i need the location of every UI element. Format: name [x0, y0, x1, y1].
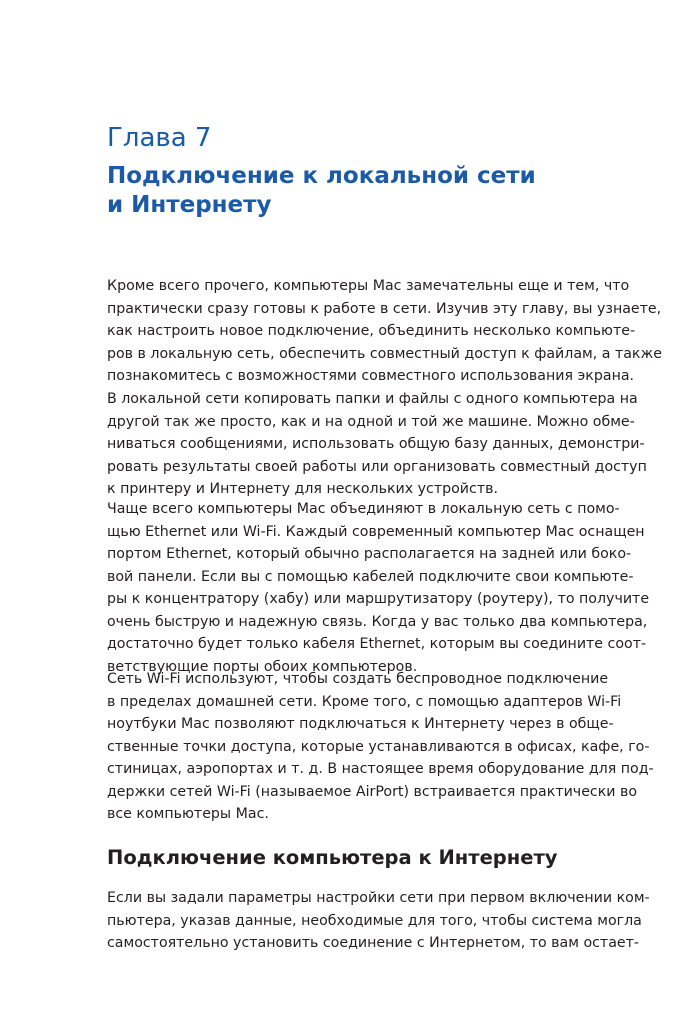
chapter-title	[107, 162, 607, 220]
text-line: щью Ethernet или Wi-Fi. Каждый современный компьютер Mac оснащен	[107, 523, 645, 540]
text-line: практически сразу готовы к работе в сети. Изучив эту главу, вы узнаете,	[107, 300, 662, 317]
text-line: Чаще всего компьютеры Mac объединяют в локальную сеть с помо-	[107, 501, 620, 517]
text-line: стиницах, аэропортах и т. д. В настоящее время оборудование для под-	[107, 761, 654, 777]
text-line: держки сетей Wi-Fi (называемое AirPort) встраивается практически во	[107, 783, 638, 800]
text-line: ноутбуки Mac позволяют подключаться к Интернету через в обще-	[107, 716, 614, 732]
chapter-title-line: Подключение к локальной сети	[107, 163, 536, 189]
paragraph-internet-setup	[107, 887, 650, 955]
text-line: все компьютеры Mac.	[107, 806, 269, 822]
text-line: очень быструю и надежную связь. Когда у вас только два компьютера,	[107, 613, 648, 630]
paragraph-ethernet	[107, 498, 650, 678]
text-line: пьютера, указав данные, необходимые для того, чтобы система могла	[107, 912, 642, 929]
text-line: достаточно будет только кабеля Ethernet, которым вы соедините соот-	[107, 636, 647, 652]
text-line: к принтеру и Интернету для нескольких устройств.	[107, 481, 498, 497]
text-line: В локальной сети копировать папки и файлы с одного компьютера на	[107, 391, 638, 407]
chapter-title-line: и Интернету	[107, 192, 272, 218]
text-line: портом Ethernet, который обычно располагается на задней или боко-	[107, 546, 632, 562]
paragraph-intro	[107, 275, 663, 388]
chapter-number: Глава 7	[107, 123, 212, 153]
text-line: самостоятельно установить соединение с Интернетом, то вам остает-	[107, 935, 639, 951]
text-line: Кроме всего прочего, компьютеры Mac замечательны еще и тем, что	[107, 278, 630, 294]
text-line: ры к концентратору (хабу) или маршрутизатору (роутеру), то получите	[107, 591, 650, 607]
text-line: познакомитесь с возможностями совместного использования экрана.	[107, 368, 635, 384]
text-line: ниваться сообщениями, использовать общую базу данных, демонстри-	[107, 436, 645, 452]
text-line: вой панели. Если вы с помощью кабелей подключите свои компьюте-	[107, 568, 634, 585]
text-line: ров в локальную сеть, обеспечить совместный доступ к файлам, а также	[107, 345, 663, 362]
section-heading: Подключение компьютера к Интернету	[107, 846, 558, 869]
text-line: Сеть Wi-Fi используют, чтобы создать беспроводное подключение	[107, 671, 609, 687]
paragraph-local-network	[107, 388, 647, 501]
text-line: как настроить новое подключение, объединить несколько компьюте-	[107, 323, 636, 339]
paragraph-wifi	[107, 668, 654, 826]
text-line: ветствующие порты обоих компьютеров.	[107, 658, 418, 675]
text-line: ровать результаты своей работы или организовать совместный доступ	[107, 458, 647, 475]
text-line: в пределах домашней сети. Кроме того, с помощью адаптеров Wi-Fi	[107, 693, 622, 710]
text-line: Если вы задали параметры настройки сети при первом включении ком-	[107, 890, 650, 906]
text-line: другой так же просто, как и на одной и той же машине. Можно обме-	[107, 413, 635, 430]
text-line: ственные точки доступа, которые устанавливаются в офисах, кафе, го-	[107, 738, 650, 755]
